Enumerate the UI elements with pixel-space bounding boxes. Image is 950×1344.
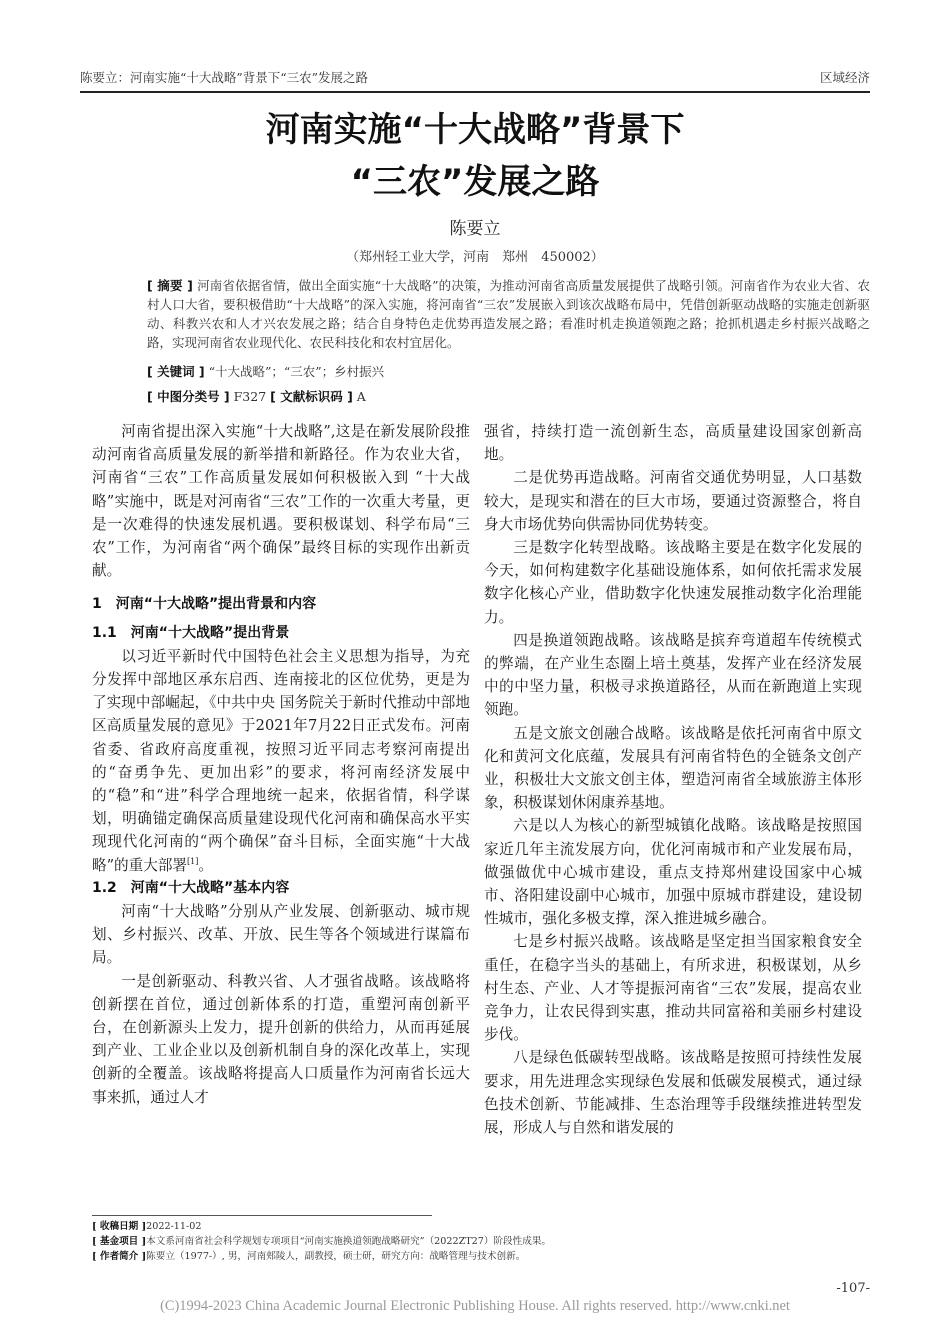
copyright-watermark: (C)1994-2023 China Academic Journal Electronic Publishing House. All rights reserved. http://www.cnki.net (160, 1298, 790, 1314)
title-line-2: “三农”发展之路 (350, 162, 600, 202)
section-1-2-heading: 1.2 河南“十大战略”基本内容 (92, 879, 290, 896)
abstract (147, 276, 870, 352)
strategy-1-paragraph: 一是创新驱动、科教兴省、人才强省战略。该战略将创新摆在首位，通过创新体系的打造，重塑河南创新平台，在创新源头上发力，提升创新的供给力，从而再延展到产业、工业企业以及创新机制自身的深化改革上，实现创新的全覆盖。该战略将提高人口质量作为河南省长远大事来抓，通过人才 (92, 972, 470, 1106)
strategy-2-paragraph: 二是优势再造战略。河南省交通优势明显，人口基数较大，是现实和潜在的巨大市场，要通过资源整合，将自身大市场优势向供需协同优势转变。 (484, 469, 862, 533)
section-1-1-text: 以习近平新时代中国特色社会主义思想为指导，为充分发挥中部地区承东启西、连南接北的区位优势，更是为了实现中部崛起，《中共中央 国务院关于新时代推动中部地区高质量发展的意见》于2021年7月22日正式发布。河南省委、省政府高度重视，按照习近平同志考察河南提出的“奋勇争先、更加出彩”的要求，将河南经济发展中的“稳”和“进”科学合理地统一起来，依据省情，科学谋划，明确锚定确保高质量建设现代化河南和确保高水平实现现代化河南的“两个确保”奋斗目标，全面实施“十大战略”的重大部署 (92, 647, 470, 874)
footnote-received (92, 1219, 870, 1234)
strategy-5-paragraph: 五是文旅文创融合战略。该战略是依托河南省中原文化和黄河文化底蕴，发展具有河南省特色的全链条文创产业，积极壮大文旅文创主体，塑造河南省全域旅游主体形象，积极谋划休闲康养基地。 (484, 724, 862, 812)
doc-code-label: [ 文献标识码 ] (270, 389, 353, 404)
footnote-fund (92, 1234, 870, 1249)
strategy-3-paragraph: 三是数字化转型战略。该战略主要是在数字化发展的今天，如何构建数字化基础设施体系，如何依托需求发展数字化核心产业，借助数字化快速发展推动数字化治理能力。 (484, 539, 862, 626)
strategy-4-paragraph: 四是换道领跑战略。该战略是摈弃弯道超车传统模式的弊端，在产业生态圈上培土奠基，发挥产业在经济发展中的中坚力量，积极寻求换道路径，从而在新跑道上实现领跑。 (484, 631, 862, 719)
section-1-1-paragraph (92, 645, 470, 877)
header-section: 区域经济 (819, 70, 870, 85)
bio-label: [ 作者简介 ] (92, 1251, 147, 1262)
section-1-2-paragraph: 河南“十大战略”分别从产业发展、创新驱动、城市规划、乡村振兴、改革、开放、民生等各个领域进行谋篇布局。 (92, 903, 470, 967)
citation-1[interactable]: [1] (187, 856, 199, 866)
article-title (80, 104, 870, 208)
fund-label: [ 基金项目 ] (92, 1236, 147, 1247)
strategy-8-paragraph: 八是绿色低碳转型战略。该战略是按照可持续性发展要求，用先进理念实现绿色发展和低碳发展模式，通过绿色技术创新、节能减排、生态治理等手段继续推进转型发展，形成人与自然和谐发展的 (484, 1049, 862, 1137)
clc-value: F327 (233, 389, 267, 404)
bio-text: 陈要立（1977-）, 男，河南郏陵人，副教授，硕士研，研究方向：战略管理与技术创新。 (146, 1251, 526, 1262)
strategy-6-paragraph: 六是以人为核心的新型城镇化战略。该战略是按照国家近几年主流发展方向，优化河南城市和产业发展布局，做强做优中心城市建设，重点支持郑州建设国家中心城市、洛阳建设副中心城市，加强中原城市群建设，建设韧性城市，强化多极支撑，深入推进城乡融合。 (484, 817, 862, 928)
clc-label: [ 中图分类号 ] (147, 389, 230, 404)
header-rule (80, 91, 870, 93)
header-article-title: 陈要立：河南实施“十大战略”背景下“三农”发展之路 (80, 70, 369, 85)
title-line-1: 河南实施“十大战略”背景下 (265, 110, 685, 150)
strategy-7-paragraph: 七是乡村振兴战略。该战略是坚定担当国家粮食安全重任，在稳字当头的基础上，有所求进，积极谋划，从乡村生态、产业、人才等提振河南省“三农”发展，提高农业竞争力，让农民得到实惠，推动共同富裕和美丽乡村建设步伐。 (484, 933, 862, 1044)
abstract-text: 河南省依据省情，做出全面实施“十大战略”的决策，为推动河南省高质量发展提供了战略引领。河南省作为农业大省、农村人口大省，要积极借助“十大战略”的深入实施，将河南省“三农”发展嵌入到该次战略布局中，凭借创新驱动战略的实施走创新驱动、科教兴农和人才兴农发展之路；结合自身特色走优势再造发展之路；看准时机走换道领跑之路；抢抓机遇走乡村振兴战略之路，实现河南省农业现代化、农民科技化和农村宜居化。 (147, 278, 870, 350)
keywords (147, 362, 870, 380)
left-column (92, 420, 470, 1109)
footnotes (92, 1219, 870, 1264)
author-name: 陈要立 (449, 219, 501, 239)
running-header (80, 68, 870, 86)
keywords-text: “十大战略”；“三农”；乡村振兴 (208, 364, 385, 379)
section-1-heading: 1 河南“十大战略”提出背景和内容 (92, 596, 317, 613)
footnote-author-bio (92, 1249, 870, 1264)
keywords-label: [ 关键词 ] (147, 364, 205, 379)
received-label: [ 收稿日期 ] (92, 1221, 147, 1232)
section-1-1-end: 。 (198, 856, 213, 874)
page-number: -107- (836, 1281, 870, 1296)
doc-code-value: A (356, 389, 366, 404)
fund-text: 本文系河南省社会科学规划专项项目“河南实施换道领跑战略研究”（2022ZT27）阶段性成果。 (146, 1236, 552, 1247)
author-affiliation: （郑州轻工业大学，河南 郑州 450002） (346, 250, 604, 265)
classification (147, 387, 870, 405)
continued-paragraph: 强省，持续打造一流创新生态，高质量建设国家创新高地。 (484, 423, 862, 464)
right-column (484, 420, 862, 1139)
abstract-label: [ 摘要 ] (147, 278, 193, 293)
footnote-rule (92, 1215, 432, 1216)
section-1-1-heading: 1.1 河南“十大战略”提出背景 (92, 624, 290, 641)
intro-paragraph: 河南省提出深入实施“十大战略”,这是在新发展阶段推动河南省高质量发展的新举措和新路径。作为农业大省，河南省“三农”工作高质量发展如何积极嵌入到 “十大战略”实施中，既是对河南省“三农”工作的一次重大考量，更是一次难得的快速发展机遇。要积极谋划、科学布局“三农”工作，为河南省“两个确保”最终目标的实现作出新贡献。 (92, 423, 470, 580)
received-date: 2022-11-02 (146, 1221, 202, 1232)
